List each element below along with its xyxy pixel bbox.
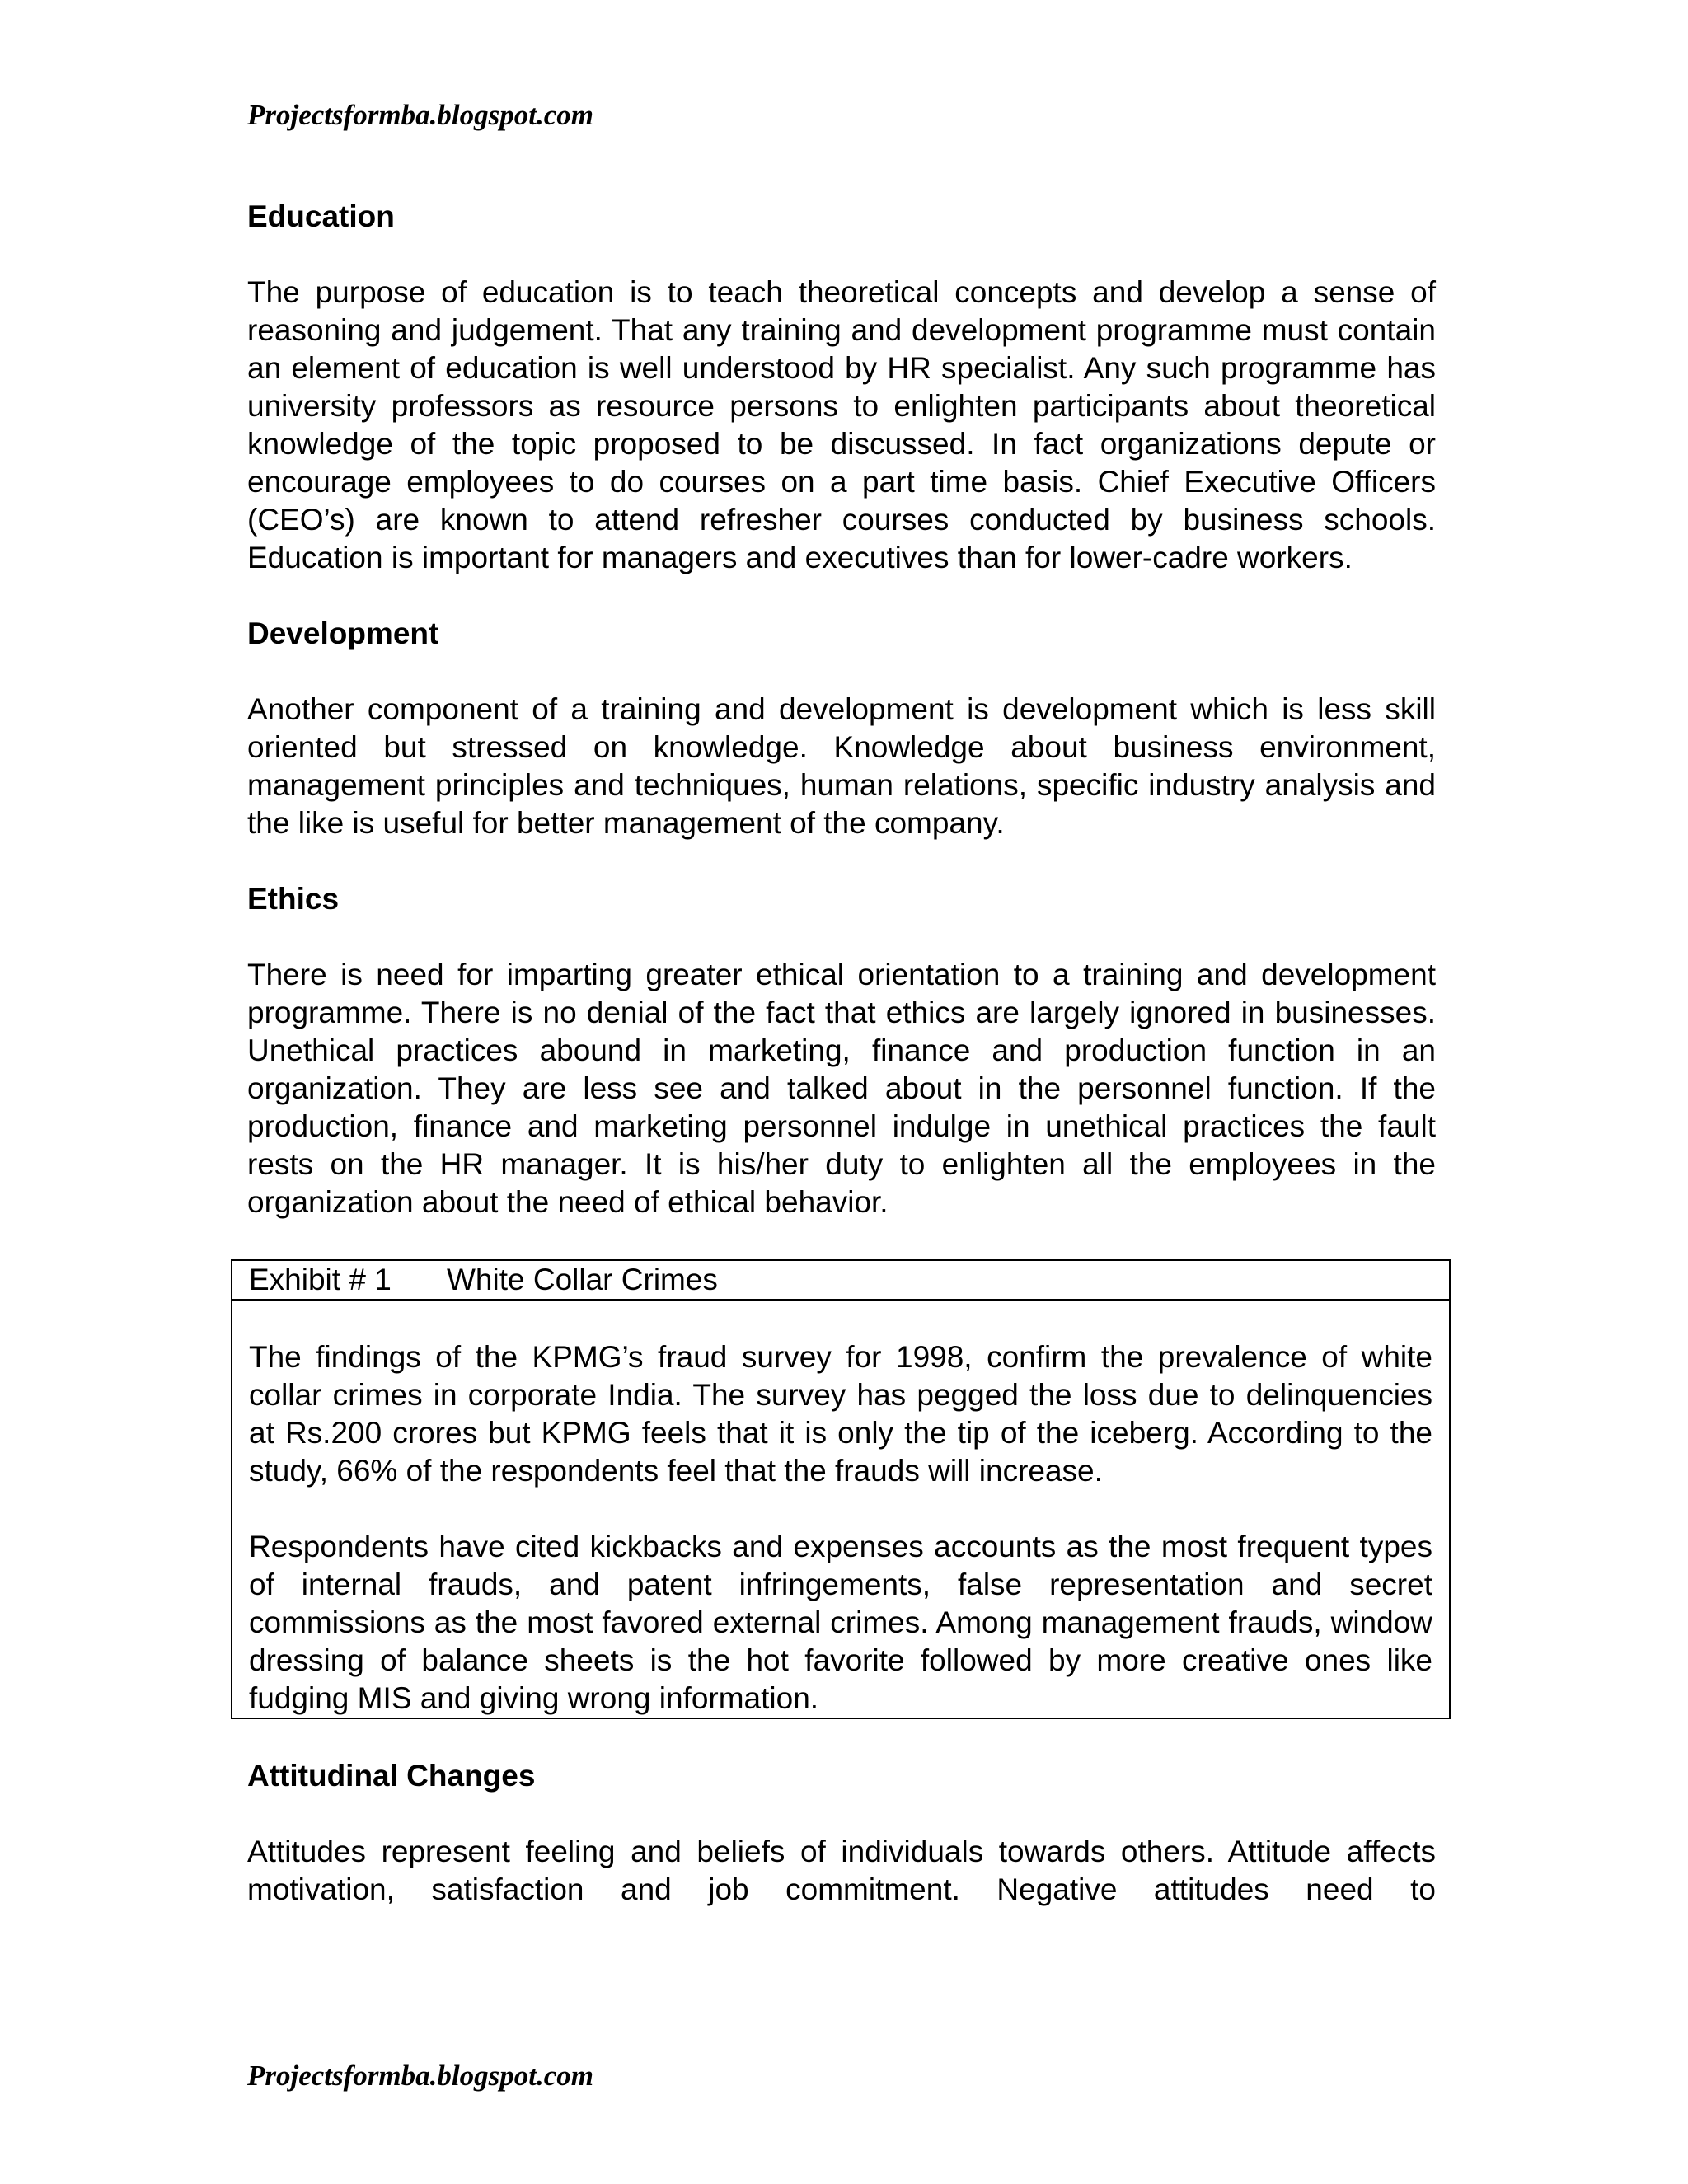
development-paragraph: Another component of a training and development is development which is less skill oriented but stressed on knowledge. Knowledge about business environment, management principles and techniques, human relations, specific industry analysis and the like is useful for better management of the company. (247, 692, 1436, 840)
exhibit-label: Exhibit # 1 (249, 1263, 392, 1296)
page-header: Projectsformba.blogspot.com (247, 99, 593, 131)
exhibit-paragraph-2: Respondents have cited kickbacks and expenses accounts as the most frequent types of internal frauds, and patent infringements, false representation and secret commissions as the most favored external crimes. Among management frauds, window dressing of balance sheets is the hot favorite followed by more creative ones like fudging MIS and giving wrong information. (249, 1530, 1432, 1715)
document-body (247, 198, 1436, 1947)
exhibit-header (232, 1261, 1449, 1301)
exhibit-box (231, 1259, 1451, 1719)
ethics-heading: Ethics (247, 882, 340, 916)
education-heading: Education (247, 199, 395, 233)
development-heading: Development (247, 616, 439, 650)
attitudinal-heading: Attitudinal Changes (247, 1759, 536, 1793)
education-paragraph: The purpose of education is to teach theoretical concepts and develop a sense of reasoning and judgement. That any training and development programme must contain an element of education is well understood by HR specialist. Any such programme has university professors as resource persons to enlighten participants about theoretical knowledge of the topic proposed to be discussed. In fact organizations depute or encourage employees to do courses on a part time basis. Chief Executive Officers (CEO’s) are known to attend refresher courses conducted by business schools. Education is important for managers and executives than for lower-cadre workers. (247, 275, 1436, 574)
exhibit-body (232, 1301, 1449, 1718)
page-footer: Projectsformba.blogspot.com (247, 2060, 593, 2092)
ethics-paragraph: There is need for imparting greater ethical orientation to a training and development programme. There is no denial of the fact that ethics are largely ignored in businesses. Unethical practices abound in marketing, finance and production function in an organization. They are less see and talked about in the personnel function. If the production, finance and marketing personnel indulge in unethical practices the fault rests on the HR manager. It is his/her duty to enlighten all the employees in the organization about the need of ethical behavior. (247, 958, 1436, 1219)
exhibit-paragraph-1: The findings of the KPMG’s fraud survey for 1998, confirm the prevalence of white collar crimes in corporate India. The survey has pegged the loss due to delinquencies at Rs.200 crores but KPMG feels that it is only the tip of the iceberg. According to the study, 66% of the respondents feel that the frauds will increase. (249, 1340, 1432, 1488)
attitudinal-paragraph: Attitudes represent feeling and beliefs of individuals towards others. Attitude affects motivation, satisfaction and job commitment. Negative attitudes need to (247, 1835, 1436, 1906)
exhibit-title: White Collar Crimes (447, 1263, 718, 1296)
